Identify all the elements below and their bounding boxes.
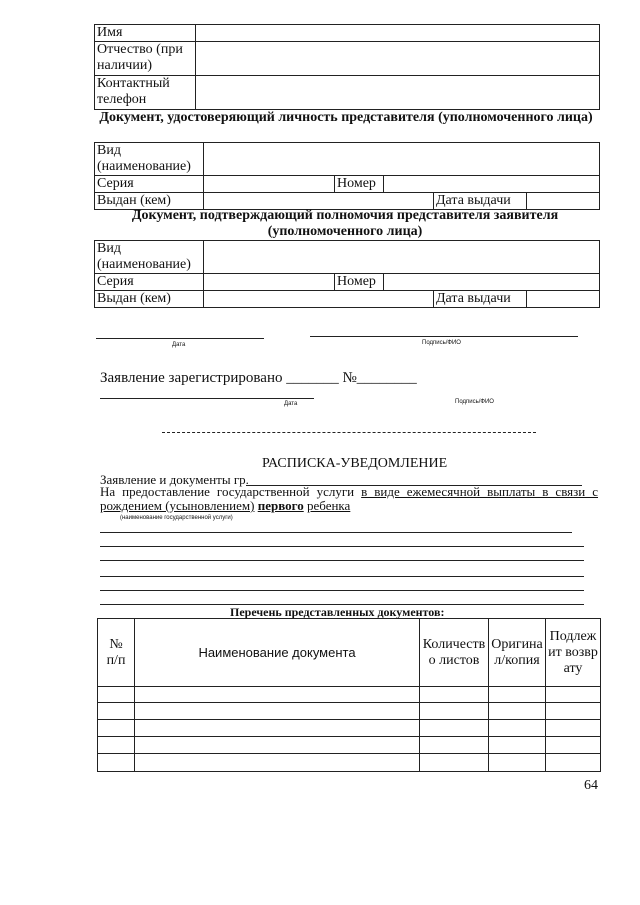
- identity-type-label: Вид (наименование): [95, 143, 204, 176]
- table-row: [98, 737, 601, 754]
- name-label: Имя: [95, 25, 196, 42]
- phone-field[interactable]: [196, 76, 600, 110]
- table-cell[interactable]: [546, 720, 601, 737]
- authority-number-field[interactable]: [384, 274, 600, 291]
- table-cell[interactable]: [98, 720, 135, 737]
- documents-list-title: Перечень представленных документов:: [230, 605, 445, 619]
- authority-doc-title: Документ, подтверждающий полномочия представителя заявителя (уполномоченного лица): [131, 208, 559, 239]
- col-name-header: Наименование документа: [135, 619, 420, 687]
- authority-number-label: Номер: [335, 274, 384, 291]
- authority-issued-by-label: Выдан (кем): [95, 291, 204, 308]
- authority-issue-date-field[interactable]: [527, 291, 600, 308]
- authority-series-field[interactable]: [204, 274, 335, 291]
- identity-doc-title: Документ, удостоверяющий личность представителя (уполномоченного лица): [99, 110, 593, 125]
- col-original-header: Оригинал/копия: [489, 619, 546, 687]
- table-row: [98, 720, 601, 737]
- authority-doc-table: [94, 240, 600, 308]
- table-cell[interactable]: [420, 687, 489, 703]
- authority-series-label: Серия: [95, 274, 204, 291]
- registration-date-caption: Дата: [284, 401, 298, 407]
- table-cell[interactable]: [420, 703, 489, 720]
- table-cell[interactable]: [98, 703, 135, 720]
- page-number: 64: [584, 778, 598, 793]
- blank-line-4[interactable]: [100, 576, 584, 577]
- authority-type-field[interactable]: [204, 241, 600, 274]
- table-cell[interactable]: [135, 687, 420, 703]
- identity-number-label: Номер: [335, 176, 384, 193]
- identity-issued-by-field[interactable]: [204, 193, 434, 210]
- table-row: [98, 754, 601, 772]
- name-field[interactable]: [196, 25, 600, 42]
- identity-series-field[interactable]: [204, 176, 335, 193]
- registration-text: Заявление зарегистрировано _______ №________: [100, 370, 417, 386]
- date-line[interactable]: [96, 338, 264, 339]
- table-cell[interactable]: [489, 720, 546, 737]
- col-sheets-header: Количество листов: [420, 619, 489, 687]
- table-cell[interactable]: [489, 703, 546, 720]
- identity-issue-date-label: Дата выдачи: [434, 193, 527, 210]
- registration-sign-caption: Подпись/ФИО: [455, 399, 494, 405]
- registration-date-line[interactable]: [100, 398, 314, 399]
- service-caption: (наименование государственной услуги): [120, 515, 233, 521]
- signature-line[interactable]: [310, 336, 578, 337]
- table-cell[interactable]: [98, 737, 135, 754]
- authority-issued-by-field[interactable]: [204, 291, 434, 308]
- identity-doc-table: [94, 142, 600, 210]
- table-row: [98, 703, 601, 720]
- table-cell[interactable]: [546, 737, 601, 754]
- identity-issued-by-label: Выдан (кем): [95, 193, 204, 210]
- table-cell[interactable]: [420, 720, 489, 737]
- signature-caption: Подпись/ФИО: [422, 340, 461, 346]
- authority-issue-date-label: Дата выдачи: [434, 291, 527, 308]
- table-cell[interactable]: [135, 720, 420, 737]
- patronymic-field[interactable]: [196, 42, 600, 76]
- patronymic-label: Отчество (при наличии): [95, 42, 196, 76]
- identity-series-label: Серия: [95, 176, 204, 193]
- service-end: ребенка: [306, 498, 351, 513]
- documents-table: [97, 618, 601, 772]
- table-cell[interactable]: [420, 737, 489, 754]
- service-prefix: На предоставление государственной услуги: [100, 484, 355, 499]
- table-cell[interactable]: [135, 754, 420, 772]
- blank-line-2[interactable]: [100, 546, 584, 547]
- table-cell[interactable]: [135, 737, 420, 754]
- table-cell[interactable]: [420, 754, 489, 772]
- date-caption: Дата: [172, 342, 186, 348]
- table-cell[interactable]: [489, 687, 546, 703]
- phone-label: Контактный телефон: [95, 76, 196, 110]
- table-cell[interactable]: [489, 737, 546, 754]
- table-cell[interactable]: [546, 687, 601, 703]
- cut-line: [162, 432, 536, 433]
- authority-type-label: Вид (наименование): [95, 241, 204, 274]
- identity-issue-date-field[interactable]: [527, 193, 600, 210]
- table-cell[interactable]: [546, 754, 601, 772]
- table-cell[interactable]: [98, 754, 135, 772]
- blank-line-3[interactable]: [100, 560, 584, 561]
- table-cell[interactable]: [489, 754, 546, 772]
- blank-line-5[interactable]: [100, 590, 584, 591]
- receipt-title: РАСПИСКА-УВЕДОМЛЕНИЕ: [262, 456, 448, 471]
- blank-line-1[interactable]: [100, 532, 572, 533]
- table-row: [98, 687, 601, 703]
- service-bold: первого: [257, 498, 304, 513]
- receipt-line1: Заявление и документы гр.: [100, 472, 249, 487]
- col-return-header: Подлежит возврату: [546, 619, 601, 687]
- service-text: [100, 485, 598, 513]
- identity-type-field[interactable]: [204, 143, 600, 176]
- applicant-table: [94, 24, 600, 110]
- service-underlined: в виде ежемесячной выплаты в связи с рождением (усыновлением): [100, 484, 599, 513]
- table-cell[interactable]: [98, 687, 135, 703]
- table-cell[interactable]: [546, 703, 601, 720]
- table-cell[interactable]: [135, 703, 420, 720]
- col-number-header: № п/п: [98, 619, 135, 687]
- identity-number-field[interactable]: [384, 176, 600, 193]
